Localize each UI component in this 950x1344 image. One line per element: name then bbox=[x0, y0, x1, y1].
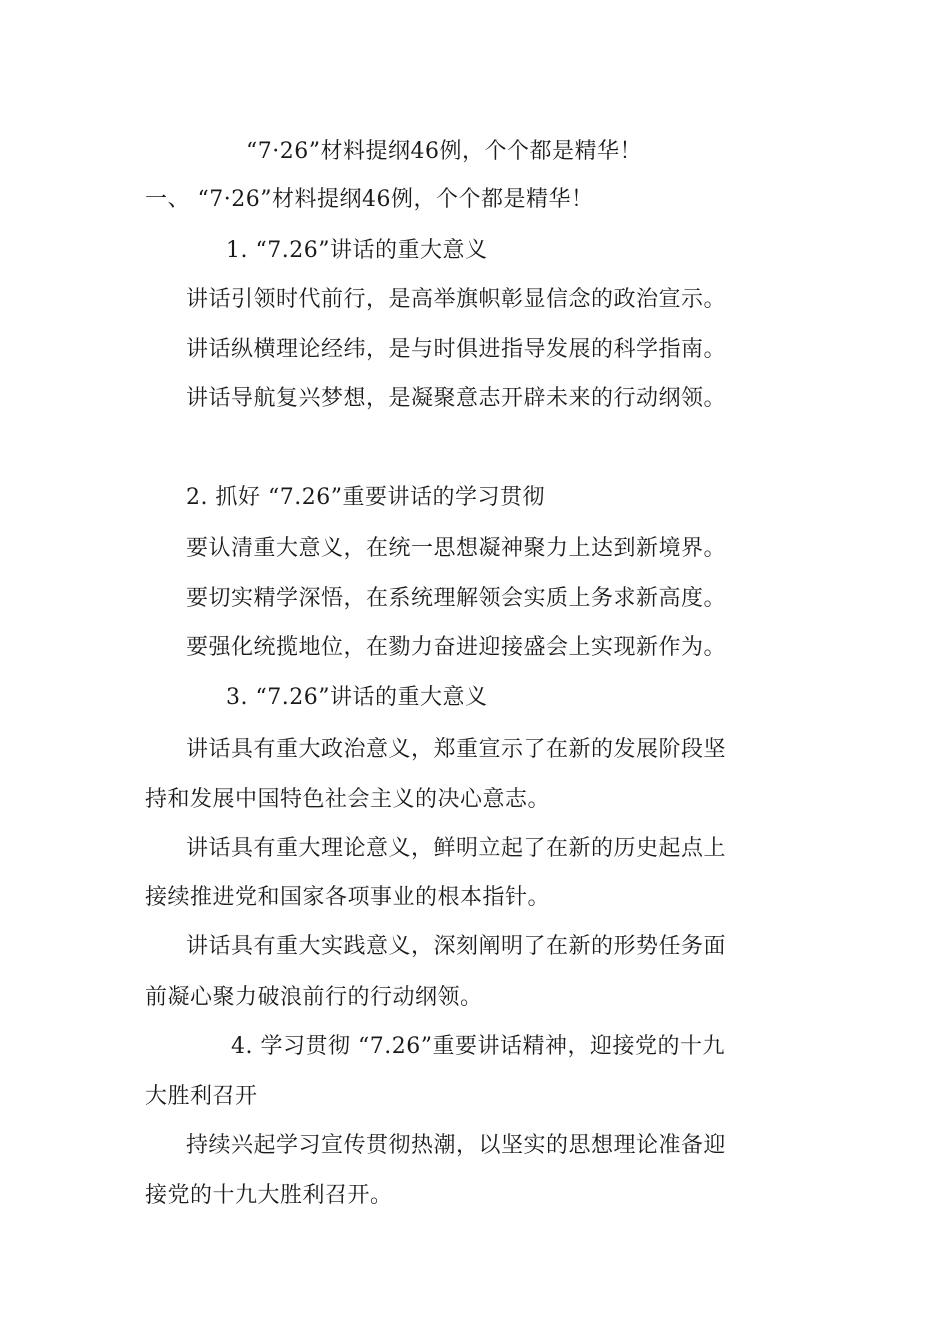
item-3-paragraph-3-line-1: 讲话具有重大实践意义，深刻阐明了在新的形势任务面 bbox=[186, 934, 727, 959]
section-heading: 一、 “7·26”材料提纲46例，个个都是精华！ bbox=[145, 187, 594, 212]
item-3-paragraph-3-line-2: 前凝心聚力破浪前行的行动纲领。 bbox=[145, 985, 483, 1010]
item-1-paragraph-1: 讲话引领时代前行，是高举旗帜彰显信念的政治宣示。 bbox=[186, 287, 727, 312]
document-title: “7·26”材料提纲46例，个个都是精华！ bbox=[246, 139, 642, 164]
item-3-paragraph-1-line-2: 持和发展中国特色社会主义的决心意志。 bbox=[145, 787, 551, 812]
item-3-paragraph-2-line-1: 讲话具有重大理论意义，鲜明立起了在新的历史起点上 bbox=[186, 836, 727, 861]
item-1-paragraph-3: 讲话导航复兴梦想，是凝聚意志开辟未来的行动纲领。 bbox=[186, 386, 727, 411]
item-2-heading: 2. 抓好 “7.26”重要讲话的学习贯彻 bbox=[186, 485, 545, 510]
item-4-paragraph-1-line-2: 接党的十九大胜利召开。 bbox=[145, 1183, 393, 1208]
item-2-paragraph-2: 要切实精学深悟，在系统理解领会实质上务求新高度。 bbox=[186, 586, 727, 611]
item-4-heading-line-2: 大胜利召开 bbox=[145, 1084, 258, 1109]
item-4-heading-line-1: 4. 学习贯彻 “7.26”重要讲话精神，迎接党的十九 bbox=[231, 1034, 725, 1059]
item-2-paragraph-3: 要强化统揽地位，在勠力奋进迎接盛会上实现新作为。 bbox=[186, 635, 727, 660]
item-1-paragraph-2: 讲话纵横理论经纬，是与时俱进指导发展的科学指南。 bbox=[186, 337, 727, 362]
item-3-paragraph-1-line-1: 讲话具有重大政治意义，郑重宣示了在新的发展阶段坚 bbox=[186, 737, 727, 762]
item-2-paragraph-1: 要认清重大意义，在统一思想凝神聚力上达到新境界。 bbox=[186, 536, 727, 561]
item-3-heading: 3. “7.26”讲话的重大意义 bbox=[226, 685, 488, 710]
item-4-paragraph-1-line-1: 持续兴起学习宣传贯彻热潮，以坚实的思想理论准备迎 bbox=[186, 1133, 727, 1158]
item-1-heading: 1. “7.26”讲话的重大意义 bbox=[226, 238, 488, 263]
item-3-paragraph-2-line-2: 接续推进党和国家各项事业的根本指针。 bbox=[145, 885, 551, 910]
